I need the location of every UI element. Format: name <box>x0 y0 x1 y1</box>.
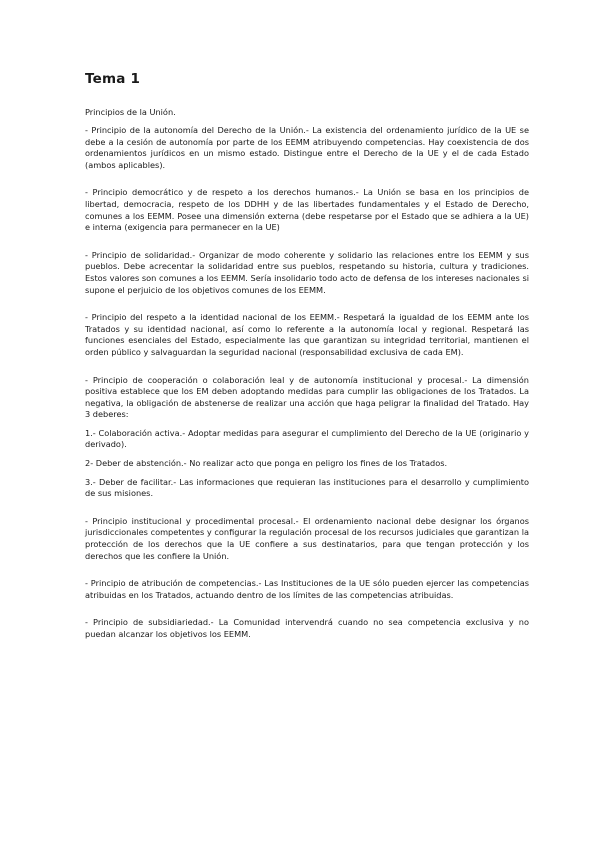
paragraph-institucional-procesal: - Principio institucional y procedimental procesal.- El ordenamiento nacional debe designar los órganos jurisdiccionales competentes y configurar la regulación procesal de los recursos judiciales que garantizan la protección de los derechos que la UE confiere a sus destinatarios, para que tengan protección y los derechos que les confiere la Unión. <box>85 515 529 561</box>
paragraph-deber-colaboracion: 1.- Colaboración activa.- Adoptar medidas para asegurar el cumplimiento del Derecho de la UE (originario y derivado). <box>85 427 529 450</box>
paragraph-autonomia: - Principio de la autonomía del Derecho de la Unión.- La existencia del ordenamiento jurídico de la UE se debe a la cesión de autonomía por parte de los EEMM atribuyendo competencias. Hay coexistencia de dos ordenamientos jurídicos en un mismo estado. Distingue entre el Derecho de la UE y el de cada Estado (ambos aplicables). <box>85 125 529 170</box>
paragraph-deber-facilitar: 3.- Deber de facilitar.- Las informaciones que requieran las instituciones para el desarrollo y cumplimiento de sus misiones. <box>85 476 529 499</box>
paragraph-solidaridad: - Principio de solidaridad.- Organizar de modo coherente y solidario las relaciones entre los EEMM y sus pueblos. Debe acrecentar la solidaridad entre sus pueblos, respetando su historia, cultura y tradiciones. Estos valores son comunes a los EEMM. Sería insolidario todo acto de defensa de los intereses nacionales si supone el perjuicio de los objetivos comunes de los EEMM. <box>85 249 529 295</box>
paragraph-democratico: - Principio democrático y de respeto a los derechos humanos.- La Unión se basa en los principios de libertad, democracia, respeto de los DDHH y de las libertades fundamentales y el Estado de Derecho, comunes a los EEMM. Posee una dimensión externa (debe respetarse por el Estado que se adhiera a la UE) e interna (exigencia para permanecer en la UE) <box>85 187 529 233</box>
paragraph-identidad-nacional: - Principio del respeto a la identidad nacional de los EEMM.- Respetará la igualdad de los EEMM ante los Tratados y su identidad nacional, así como lo referente a la autonomía local y regional. Respetará las funciones esenciales del Estado, especialmente las que garantizan su integridad territorial, mantienen el orden público y salvaguardan la seguridad nacional (responsabilidad exclusiva de cada EM). <box>85 312 529 357</box>
paragraph-subsidiariedad: - Principio de subsidiariedad.- La Comunidad intervendrá cuando no sea competencia exclusiva y no puedan alcanzar los objetivos los EEMM. <box>85 617 529 639</box>
paragraph-deber-abstencion: 2- Deber de abstención.- No realizar acto que ponga en peligro los fines de los Tratados. <box>85 458 448 469</box>
paragraph-atribucion: - Principio de atribución de competencias.- Las Instituciones de la UE sólo pueden ejercer las competencias atribuidas en los Tratados, actuando dentro de los límites de las competencias atribuidas. <box>85 578 529 600</box>
section-subtitle: Principios de la Unión. <box>85 107 176 117</box>
page-title: Tema 1 <box>85 71 141 87</box>
paragraph-cooperacion: - Principio de cooperación o colaboración leal y de autonomía institucional y procesal.- La dimensión positiva establece que los EM deben adoptando medidas para cumplir las obligaciones de los Tratados. La negativa, la obligación de abstenerse de realizar una acción que haga peligrar la finalidad del Tratado. Hay 3 deberes: <box>85 374 529 420</box>
